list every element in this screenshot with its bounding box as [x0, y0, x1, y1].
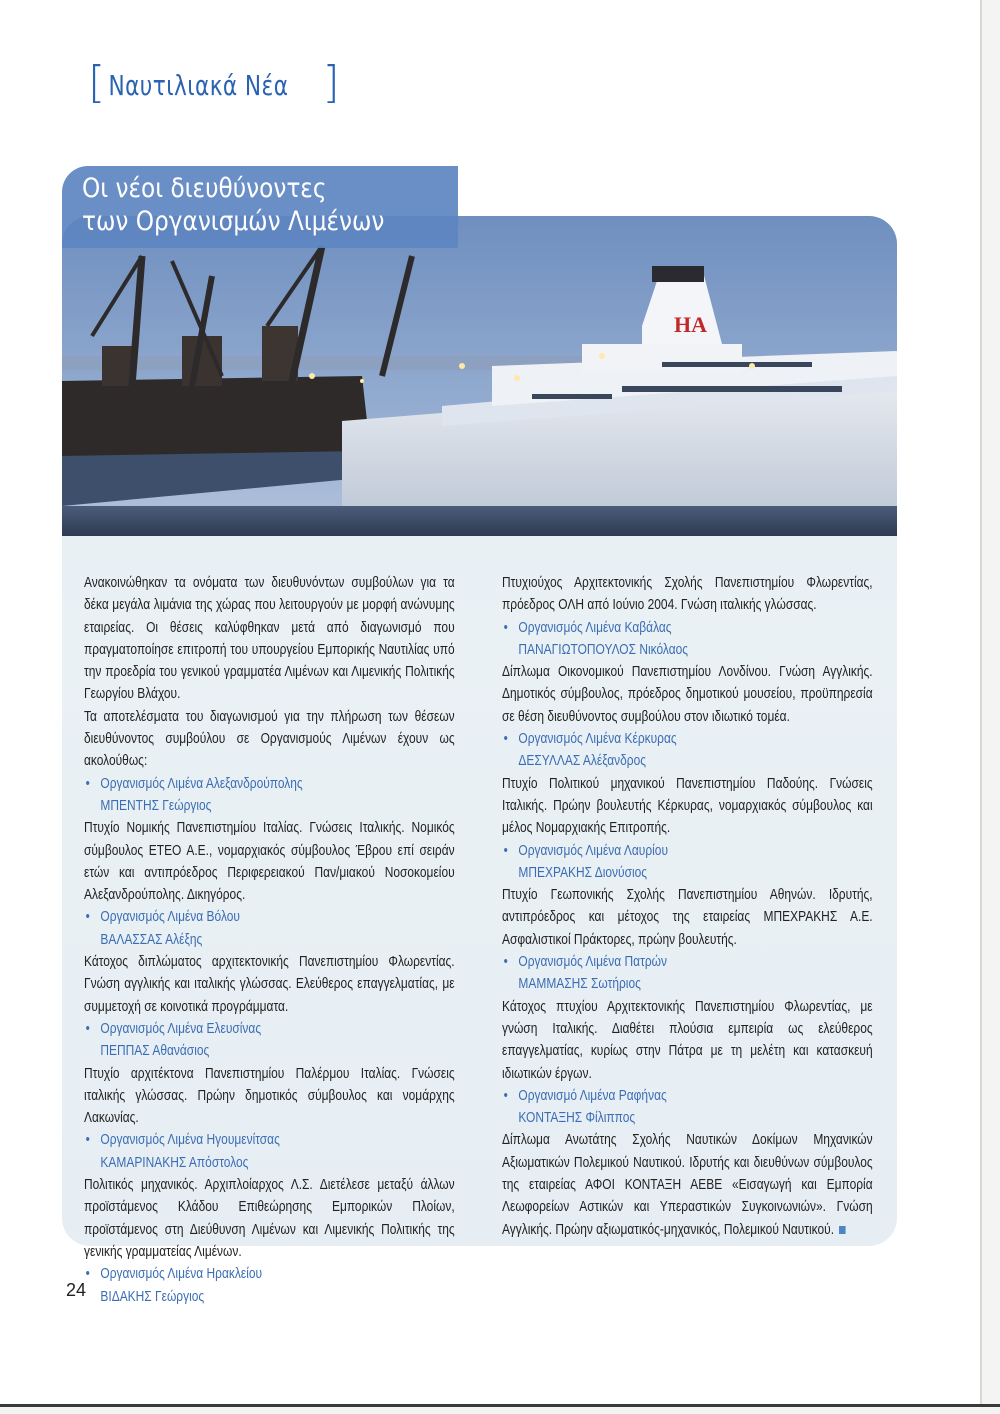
entry-bio: Πτυχιούχος Αρχιτεκτονικής Σχολής Πανεπιστημίου Φλωρεντίας, πρόεδρος ΟΛΗ από Ιούνιο 2004. Γνώση ιταλικής γλώσσας. — [502, 575, 873, 614]
entry-bio: Κάτοχος διπλώματος αρχιτεκτονικής Πανεπιστημίου Φλωρεντίας. Γνώση αγγλικής και ιταλικής γλώσσας. Ελεύθερος επαγγελματίας, με συμμετοχή σε κοινοτικά προγράμματα. — [84, 954, 455, 1015]
entry-org: • Οργανισμός Λιμένα Κέρκυρας — [503, 731, 677, 748]
article-title-line1: Οι νέοι διευθύνοντες — [82, 173, 327, 204]
entry-org: • Οργανισμός Λιμένα Πατρών — [503, 954, 667, 971]
entry-name: ΜΑΜΜΑΣΗΣ Σωτήριος — [518, 976, 641, 993]
entry-bio: Κάτοχος πτυχίου Αρχιτεκτονικής Πανεπιστημίου Φλωρεντίας, με γνώση Ιταλικής. Διαθέτει πλούσια εμπειρία ως ελεύθερος επαγγελματίας, κυρίως στην Πάτρα με τη μελέτη και κατασκευή ιδιωτικών έργων. — [502, 998, 873, 1082]
article-title — [82, 172, 443, 238]
page-number: 24 — [66, 1280, 87, 1300]
bracket-right: ] — [322, 57, 340, 108]
bottom-rule — [0, 1404, 1000, 1407]
entry-org: • Οργανισμός Λιμένα Καβάλας — [503, 619, 672, 636]
entry-org: • Οργανισμός Λιμένα Λαυρίου — [503, 842, 668, 859]
entry-bio-last: Δίπλωμα Ανωτάτης Σχολής Ναυτικών Δοκίμων Μηχανικών Αξιωματικών Πολεμικού Ναυτικού. Ιδρυτής και διευθύνων σύμβουλος της εταιρείας ΑΦΟΙ ΚΟΝΤΑΞΗ ΑΕΒΕ «Εισαγωγή και Εμπορία Λεωφορείων Αστικών και Υπεραστικών Συγκοινωνιών». Γνώση Αγγλικής. Πρώην αξιωματικός-μηχανικός, Πολεμικού Ναυτικού. — [502, 1132, 873, 1238]
entry-bio: Πτυχίο αρχιτέκτονα Πανεπιστημίου Παλέρμου Ιταλίας. Γνώσεις ιταλικής γλώσσας. Πρώην δημοτικός σύμβουλος και νομάρχης Λακωνίας. — [84, 1065, 455, 1127]
article-title-line2: των Οργανισμών Λιμένων — [82, 206, 385, 237]
harbor-photo — [62, 216, 897, 536]
end-of-article-icon — [839, 1226, 846, 1234]
entry-bio: Πτυχίο Πολιτικού μηχανικού Πανεπιστημίου Παδούης. Γνώσεις Ιταλικής. Πρώην βουλευτής Κέρκυρας, νομαρχιακός σύμβουλος και μέλος Νομαρχιακής Επιτροπής. — [502, 775, 873, 837]
entry-bio: Πτυχίο Γεωπονικής Σχολής Πανεπιστημίου Αθηνών. Ιδρυτής, αντιπρόεδρος και μέτοχος της εταιρείας ΜΠΕΧΡΑΚΗΣ Α.Ε. Ασφαλιστικοί Πράκτορες, πρώην βουλευτής. — [502, 887, 873, 948]
entry-name: ΔΕΣΥΛΛΑΣ Αλέξανδρος — [518, 753, 647, 770]
intro-paragraph: Ανακοινώθηκαν τα ονόματα των διευθυνόντων συμβούλων για τα δέκα μεγάλα λιμάνια της χώρας που λειτουργούν με μορφή ανώνυμης εταιρείας. Οι θέσεις καλύφθηκαν μετά από διαγωνισμό που πραγματοποίησε επιτροπή του υπουργείου Εμπορικής Ναυτιλίας υπό την προεδρία του γενικού γραμματέα Λιμένων και Λιμενικής Πολιτικής Γεωργίου Βλάχου. — [84, 575, 455, 703]
entry-org: • Οργανισμός Λιμένα Αλεξανδρούπολης — [85, 775, 303, 792]
svg-text:HA: HA — [674, 312, 707, 337]
entry-bio: Πτυχίο Νομικής Πανεπιστημίου Ιταλίας. Γνώσεις Ιταλικής. Νομικός σύμβουλος ΕΤΕΟ Α.Ε., νομαρχιακός σύμβουλος Έβρου επί σειράν ετών και αντιπρόεδρος Περιφερειακού Παν/μιακού Νοσοκομείου Αλεξανδρούπολης. Δικηγόρος. — [84, 820, 455, 904]
entry-name: ΜΠΕΝΤΗΣ Γεώργιος — [100, 797, 212, 814]
right-column — [502, 572, 922, 1241]
entry-org: • Οργανισμός Λιμένα Ηρακλείου — [85, 1266, 263, 1283]
entry-name: ΠΑΝΑΓΙΩΤΟΠΟΥΛΟΣ Νικόλαος — [518, 641, 689, 658]
entry-org: • Οργανισμός Λιμένα Ελευσίνας — [85, 1020, 262, 1037]
bracket-left: [ — [88, 57, 106, 108]
entry-name: ΠΕΠΠΑΣ Αθανάσιος — [100, 1043, 210, 1060]
entry-bio: Δίπλωμα Οικονομικού Πανεπιστημίου Λονδίνου. Γνώση Αγγλικής. Δημοτικός σύμβουλος, πρόεδρος δημοτικού μουσείου, προϋπηρεσία σε θέση διευθύνοντος συμβούλου στον ιδιωτικό τομέα. — [502, 664, 873, 725]
entry-org: • Οργανισμό Λιμένα Ραφήνας — [503, 1087, 667, 1104]
section-title: Ναυτιλιακά Νέα — [108, 68, 289, 102]
entry-org: • Οργανισμός Λιμένα Ηγουμενίτσας — [85, 1132, 280, 1149]
entry-name: ΒΙΔΑΚΗΣ Γεώργιος — [100, 1288, 205, 1305]
section-header — [88, 58, 340, 108]
entry-name: ΜΠΕΧΡΑΚΗΣ Διονύσιος — [518, 864, 648, 881]
left-column — [84, 572, 504, 1308]
entry-name: ΚΟΝΤΑΞΗΣ Φίλιππος — [518, 1110, 636, 1127]
entry-name: ΚΑΜΑΡΙΝΑΚΗΣ Απόστολος — [100, 1154, 249, 1171]
entry-org: • Οργανισμός Λιμένα Βόλου — [85, 909, 240, 926]
intro-paragraph-2: Τα αποτελέσματα του διαγωνισμού για την πλήρωση των θέσεων διευθύνοντος συμβούλου σε Οργανισμούς Λιμένων έχουν ως ακολούθως: — [84, 708, 455, 770]
entry-bio: Πολιτικός μηχανικός. Αρχιπλοίαρχος Λ.Σ. Διετέλεσε μεταξύ άλλων προϊστάμενος Κλάδου Επιθεώρησης Εμπορικών Πλοίων, προϊστάμενος στη Διεύθυνση Λιμένων και Λιμενικής Πολιτικής της γενικής γραμματείας Λιμένων. — [84, 1177, 455, 1260]
entry-name: ΒΑΛΑΣΣΑΣ Αλέξης — [100, 931, 203, 948]
